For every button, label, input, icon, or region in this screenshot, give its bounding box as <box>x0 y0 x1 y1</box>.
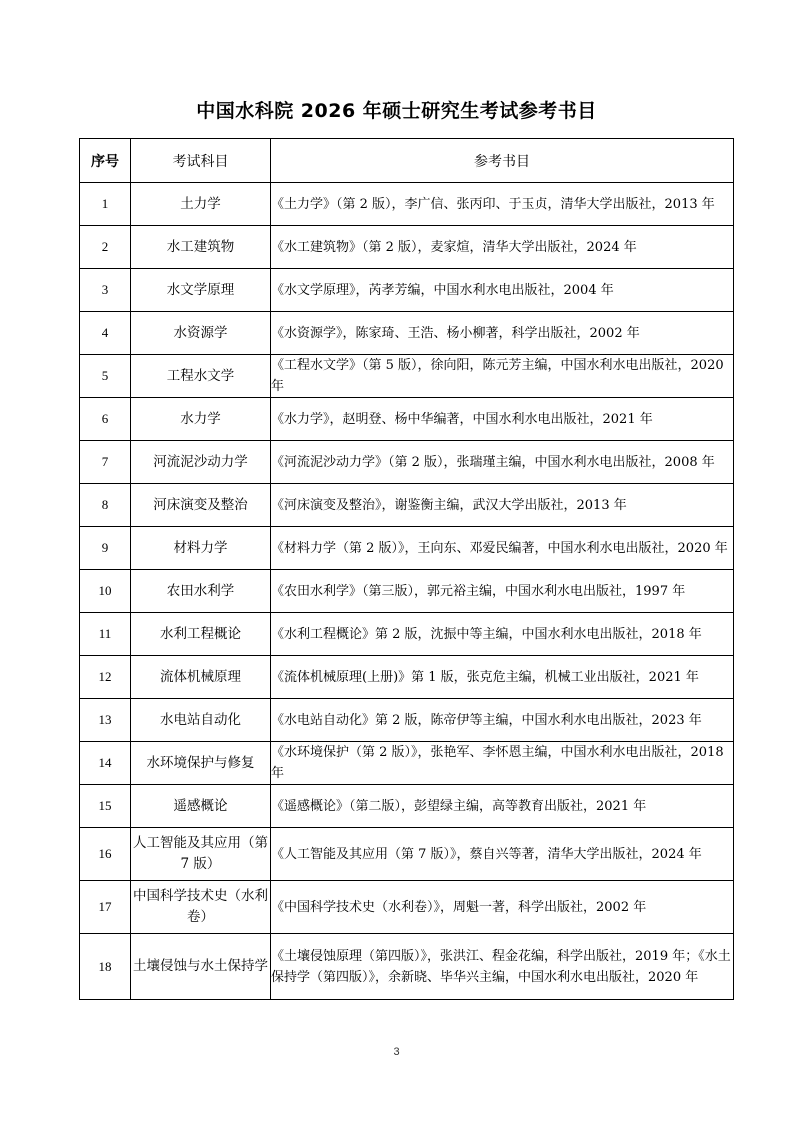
row-books: 《农田水利学》（第三版），郭元裕主编，中国水利水电出版社，1997 年 <box>271 570 734 613</box>
table-row <box>80 613 734 656</box>
row-books: 《流体机械原理(上册)》第 1 版，张克危主编，机械工业出版社，2021 年 <box>271 656 734 699</box>
table-row <box>80 226 734 269</box>
row-subject: 人工智能及其应用（第 7 版） <box>131 828 271 881</box>
table-row <box>80 355 734 398</box>
row-books: 《土力学》（第 2 版），李广信、张丙印、于玉贞，清华大学出版社，2013 年 <box>271 183 734 226</box>
table-row <box>80 699 734 742</box>
row-subject: 河床演变及整治 <box>131 484 271 527</box>
row-subject: 遥感概论 <box>131 785 271 828</box>
row-no: 4 <box>80 312 131 355</box>
row-books: 《水工建筑物》（第 2 版），麦家煊，清华大学出版社，2024 年 <box>271 226 734 269</box>
row-subject: 水利工程概论 <box>131 613 271 656</box>
header-subject: 考试科目 <box>131 139 271 183</box>
row-no: 1 <box>80 183 131 226</box>
table-row <box>80 828 734 881</box>
row-subject: 工程水文学 <box>131 355 271 398</box>
row-books: 《工程水文学》（第 5 版），徐向阳，陈元芳主编，中国水利水电出版社，2020 年 <box>271 355 734 398</box>
table-row <box>80 785 734 828</box>
row-no: 17 <box>80 881 131 934</box>
table-header-row <box>80 139 734 183</box>
table-row <box>80 441 734 484</box>
page-title: 中国水科院 2026 年硕士研究生考试参考书目 <box>196 100 597 122</box>
table-row <box>80 934 734 1000</box>
row-no: 16 <box>80 828 131 881</box>
row-no: 11 <box>80 613 131 656</box>
header-books: 参考书目 <box>271 139 734 183</box>
row-subject: 水力学 <box>131 398 271 441</box>
table-row <box>80 312 734 355</box>
row-books: 《水电站自动化》第 2 版，陈帝伊等主编，中国水利水电出版社，2023 年 <box>271 699 734 742</box>
row-subject: 水工建筑物 <box>131 226 271 269</box>
row-no: 8 <box>80 484 131 527</box>
row-no: 15 <box>80 785 131 828</box>
row-subject: 水资源学 <box>131 312 271 355</box>
row-books: 《水利工程概论》第 2 版，沈振中等主编，中国水利水电出版社，2018 年 <box>271 613 734 656</box>
row-no: 10 <box>80 570 131 613</box>
table-row <box>80 570 734 613</box>
row-no: 9 <box>80 527 131 570</box>
table-row <box>80 656 734 699</box>
row-no: 5 <box>80 355 131 398</box>
row-no: 14 <box>80 742 131 785</box>
table-row <box>80 881 734 934</box>
row-no: 3 <box>80 269 131 312</box>
row-subject: 农田水利学 <box>131 570 271 613</box>
page-number: 3 <box>393 1046 400 1058</box>
row-books: 《水资源学》，陈家琦、王浩、杨小柳著，科学出版社，2002 年 <box>271 312 734 355</box>
row-books: 《河床演变及整治》，谢鉴衡主编，武汉大学出版社，2013 年 <box>271 484 734 527</box>
row-no: 6 <box>80 398 131 441</box>
header-no: 序号 <box>80 139 131 183</box>
row-subject: 中国科学技术史（水利卷） <box>131 881 271 934</box>
table-row <box>80 742 734 785</box>
row-no: 7 <box>80 441 131 484</box>
row-subject: 河流泥沙动力学 <box>131 441 271 484</box>
row-books: 《遥感概论》（第二版），彭望绿主编，高等教育出版社，2021 年 <box>271 785 734 828</box>
row-subject: 水文学原理 <box>131 269 271 312</box>
row-no: 13 <box>80 699 131 742</box>
row-subject: 土力学 <box>131 183 271 226</box>
table-row <box>80 484 734 527</box>
table-row <box>80 183 734 226</box>
table-row <box>80 527 734 570</box>
row-books: 《水文学原理》，芮孝芳编，中国水利水电出版社，2004 年 <box>271 269 734 312</box>
row-books: 《人工智能及其应用（第 7 版）》，蔡自兴等著，清华大学出版社，2024 年 <box>271 828 734 881</box>
table-row <box>80 398 734 441</box>
row-books: 《中国科学技术史（水利卷）》，周魁一著，科学出版社，2002 年 <box>271 881 734 934</box>
row-no: 2 <box>80 226 131 269</box>
row-subject: 水电站自动化 <box>131 699 271 742</box>
row-subject: 材料力学 <box>131 527 271 570</box>
reference-book-table <box>79 138 734 1000</box>
table-row <box>80 269 734 312</box>
row-subject: 流体机械原理 <box>131 656 271 699</box>
row-books: 《水力学》，赵明登、杨中华编著，中国水利水电出版社，2021 年 <box>271 398 734 441</box>
row-books: 《水环境保护（第 2 版）》，张艳军、李怀恩主编，中国水利水电出版社，2018 年 <box>271 742 734 785</box>
row-books: 《材料力学（第 2 版）》，王向东、邓爱民编著，中国水利水电出版社，2020 年 <box>271 527 734 570</box>
row-books: 《河流泥沙动力学》（第 2 版），张瑞瑾主编，中国水利水电出版社，2008 年 <box>271 441 734 484</box>
row-subject: 水环境保护与修复 <box>131 742 271 785</box>
row-books: 《土壤侵蚀原理（第四版）》，张洪江、程金花编，科学出版社，2019 年；《水土保持学（第四版）》，余新晓、毕华兴主编，中国水利水电出版社，2020 年 <box>271 934 734 1000</box>
row-subject: 土壤侵蚀与水土保持学 <box>131 934 271 1000</box>
row-no: 12 <box>80 656 131 699</box>
row-no: 18 <box>80 934 131 1000</box>
